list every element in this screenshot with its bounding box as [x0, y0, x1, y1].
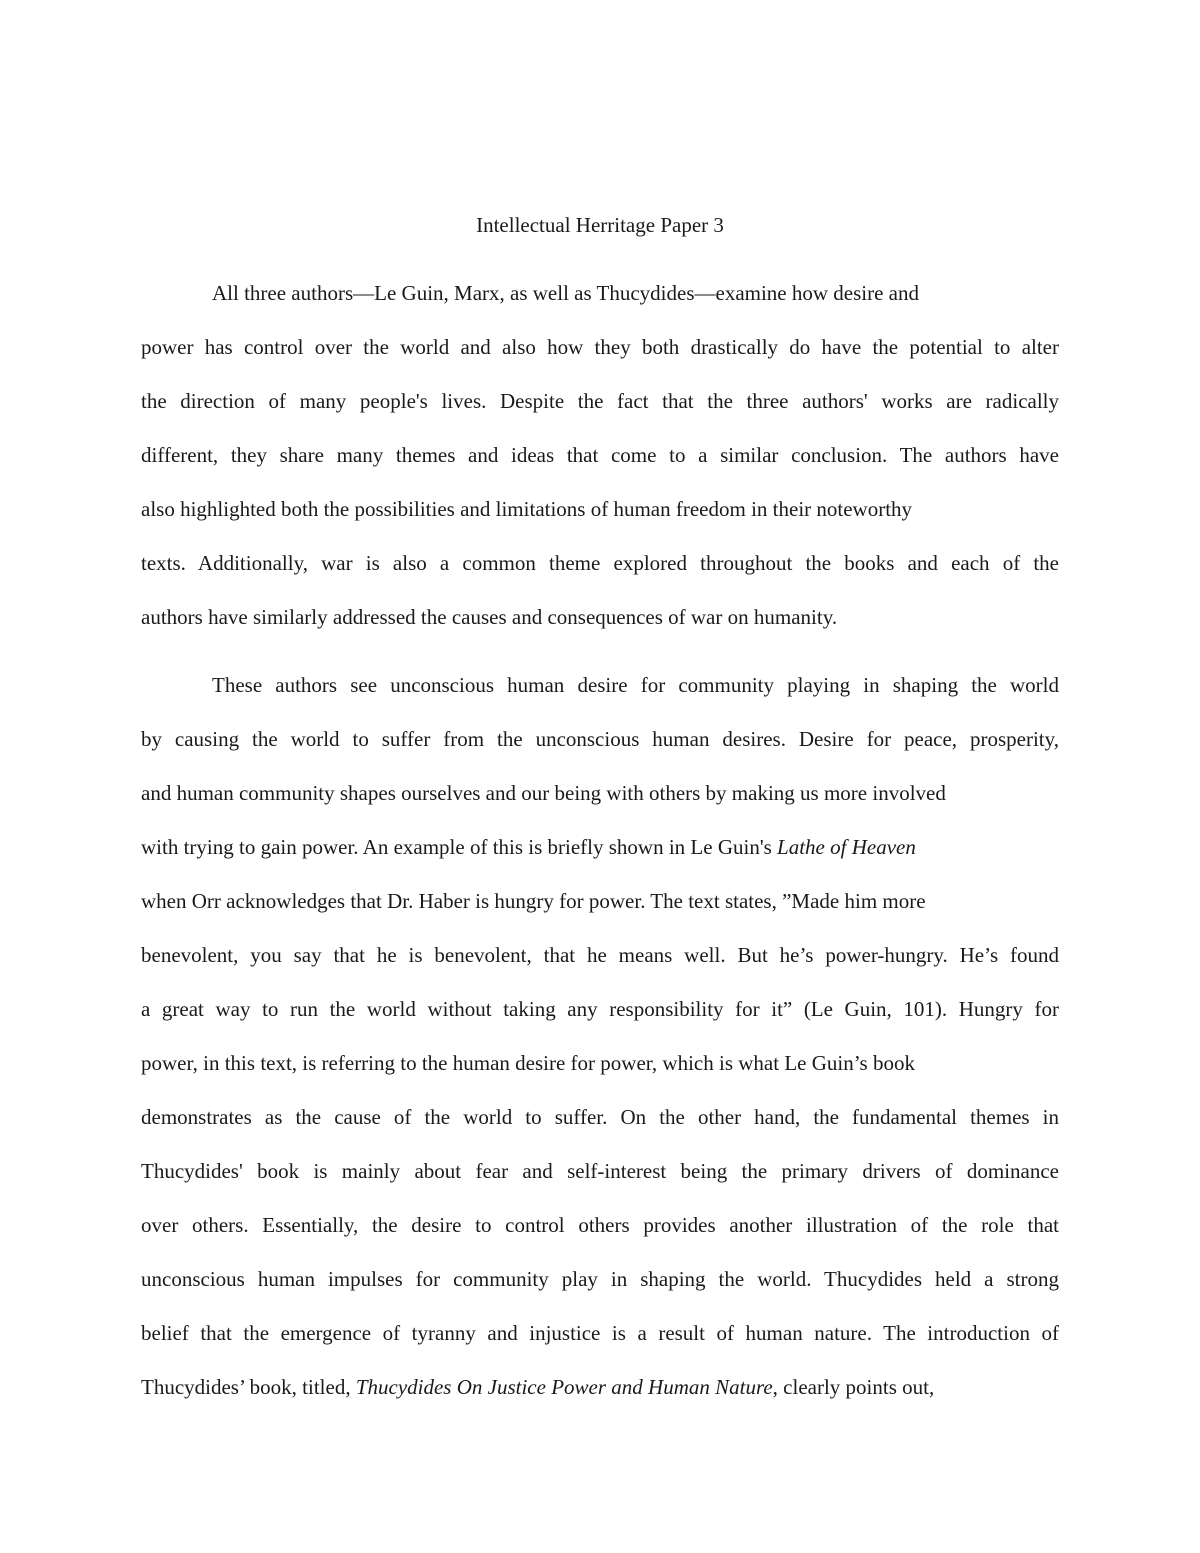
paragraph-line: by causing the world to suffer from the unconscious human desires. Desire for peace, prosperity, [141, 727, 1059, 751]
paragraph-line: a great way to run the world without taking any responsibility for it” (Le Guin, 101). Hungry for [141, 997, 1059, 1021]
paragraph-line: power, in this text, is referring to the human desire for power, which is what Le Guin’s book [141, 1051, 915, 1075]
line-text: Thucydides’ book, titled, [141, 1375, 356, 1399]
paragraph-line: power has control over the world and also how they both drastically do have the potential to alter [141, 335, 1059, 359]
paragraph-line: Thucydides' book is mainly about fear and self-interest being the primary drivers of dominance [141, 1159, 1059, 1183]
paragraph-line [141, 1374, 934, 1401]
paragraph-line: the direction of many people's lives. Despite the fact that the three authors' works are radically [141, 389, 1059, 413]
paragraph-line [141, 834, 916, 861]
paragraph-line: These authors see unconscious human desire for community playing in shaping the world [212, 673, 1059, 697]
line-text: with trying to gain power. An example of this is briefly shown in Le Guin's [141, 835, 778, 859]
paragraph-line: All three authors—Le Guin, Marx, as well as Thucydides—examine how desire and [212, 281, 920, 305]
paragraph-line: authors have similarly addressed the causes and consequences of war on humanity. [141, 605, 838, 629]
paragraph-line: belief that the emergence of tyranny and injustice is a result of human nature. The introduction of [141, 1321, 1059, 1345]
line-text: , clearly points out, [772, 1375, 935, 1399]
paragraph-line: benevolent, you say that he is benevolent, that he means well. But he’s power-hungry. He’s found [141, 943, 1059, 967]
paragraph-line: unconscious human impulses for community play in shaping the world. Thucydides held a strong [141, 1267, 1059, 1291]
paragraph-line: over others. Essentially, the desire to control others provides another illustration of the role that [141, 1213, 1059, 1237]
paragraph-line: also highlighted both the possibilities and limitations of human freedom in their noteworthy [141, 497, 913, 521]
paragraph-line: and human community shapes ourselves and our being with others by making us more involved [141, 781, 946, 805]
paragraph-line: different, they share many themes and ideas that come to a similar conclusion. The authors have [141, 443, 1059, 467]
book-title-thucydides: Thucydides On Justice Power and Human Nature [355, 1375, 773, 1399]
paragraph-line: texts. Additionally, war is also a common theme explored throughout the books and each of the [141, 551, 1059, 575]
book-title-lathe-of-heaven: Lathe of Heaven [777, 835, 916, 859]
paragraph-line: when Orr acknowledges that Dr. Haber is hungry for power. The text states, ”Made him more [141, 889, 926, 913]
page-title: Intellectual Herritage Paper 3 [476, 213, 724, 237]
paragraph-line: demonstrates as the cause of the world to suffer. On the other hand, the fundamental themes in [141, 1105, 1059, 1129]
